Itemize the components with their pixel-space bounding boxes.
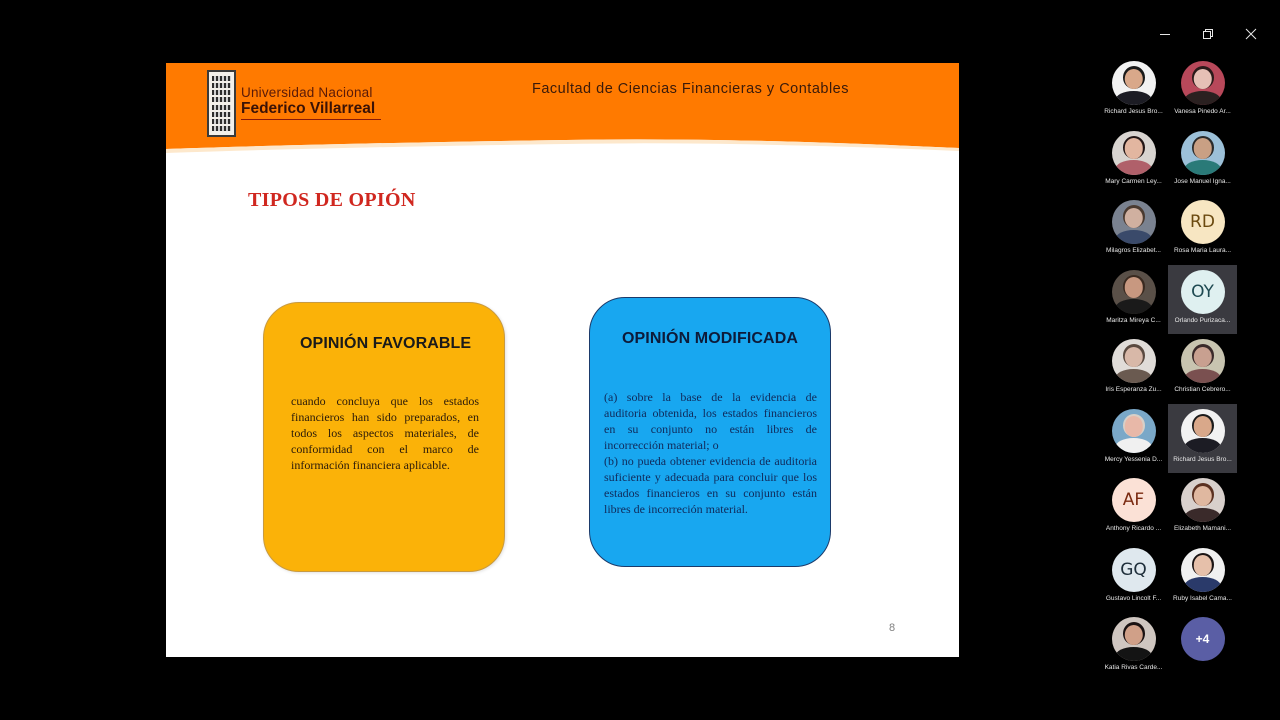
participant-tile[interactable] xyxy=(1168,265,1237,335)
participant-tile[interactable] xyxy=(1168,404,1237,474)
university-name xyxy=(241,85,383,120)
avatar-initials: RD xyxy=(1181,200,1225,244)
card-paragraph: (b) no pueda obtener evidencia de auditoria suficiente y adecuada para concluir que los estados financieros en su conjunto están libres de incorreción material. xyxy=(604,454,817,516)
avatar-photo xyxy=(1112,200,1156,244)
participant-tile[interactable] xyxy=(1099,265,1168,335)
participant-tile[interactable] xyxy=(1168,543,1237,613)
participant-name: Katia Rivas Carde... xyxy=(1104,664,1163,671)
avatar-initials: AF xyxy=(1112,478,1156,522)
card-body xyxy=(604,389,817,517)
participant-tile[interactable] xyxy=(1168,56,1237,126)
participant-tile[interactable] xyxy=(1168,473,1237,543)
participant-name: Orlando Purizaca... xyxy=(1174,316,1231,324)
avatar-photo xyxy=(1181,131,1225,175)
participant-name: Milagros Elizabet... xyxy=(1106,247,1161,254)
university-name-line1: Universidad Nacional xyxy=(241,85,373,100)
participant-name: Richard Jesus Bro... xyxy=(1173,455,1232,463)
participant-name: Iris Esperanza Zu... xyxy=(1105,386,1162,393)
university-crest-logo xyxy=(207,70,236,137)
card-opinion-modificada xyxy=(589,297,831,567)
participant-name: Elizabeth Mamani... xyxy=(1173,525,1232,532)
more-participants-count: +4 xyxy=(1181,617,1225,661)
participant-name: Jose Manuel Igna... xyxy=(1174,177,1231,185)
participant-tile[interactable] xyxy=(1168,195,1237,265)
avatar-photo xyxy=(1112,339,1156,383)
participant-tile[interactable] xyxy=(1099,126,1168,196)
card-paragraph: cuando concluya que los estados financieros han sido preparados, en todos los aspectos materiales, de conformidad con el marco de información financiera aplicable. xyxy=(291,394,479,472)
participant-name: Maritza Mireya C... xyxy=(1106,316,1161,324)
logo-underline xyxy=(241,119,381,120)
participant-tile[interactable] xyxy=(1099,334,1168,404)
more-participants-button[interactable] xyxy=(1168,612,1237,682)
avatar-photo xyxy=(1112,270,1156,314)
card-opinion-favorable xyxy=(263,302,505,572)
participant-tile[interactable] xyxy=(1168,126,1237,196)
card-heading: OPINIÓN FAVORABLE xyxy=(300,335,472,352)
avatar-initials: GQ xyxy=(1112,548,1156,592)
avatar-photo xyxy=(1181,478,1225,522)
participant-name: Anthony Ricardo ... xyxy=(1105,525,1162,532)
avatar-photo xyxy=(1112,61,1156,105)
participant-tile[interactable] xyxy=(1099,404,1168,474)
participants-grid xyxy=(1099,56,1241,682)
avatar-initials: OY xyxy=(1181,270,1225,314)
avatar-photo xyxy=(1181,409,1225,453)
avatar-photo xyxy=(1181,61,1225,105)
minimize-icon xyxy=(1159,28,1171,40)
university-name-line2: Federico Villarreal xyxy=(241,100,376,117)
faculty-name: Facultad de Ciencias Financieras y Contables xyxy=(532,81,849,97)
participant-name: Richard Jesus Bro... xyxy=(1104,108,1163,115)
avatar-photo xyxy=(1112,131,1156,175)
card-heading: OPINIÓN MODIFICADA xyxy=(621,330,799,347)
participant-name: Mercy Yessenia D... xyxy=(1104,455,1163,463)
participant-tile[interactable] xyxy=(1099,543,1168,613)
card-paragraph: (a) sobre la base de la evidencia de auditoria obtenida, los estados financieros en su conjunto no están libres de incorrección material; o xyxy=(604,390,817,452)
participant-name: Gustavo Lincolt F... xyxy=(1105,594,1162,602)
restore-button[interactable] xyxy=(1186,22,1229,46)
participant-tile[interactable] xyxy=(1168,334,1237,404)
participant-tile[interactable] xyxy=(1099,473,1168,543)
close-button[interactable] xyxy=(1229,22,1272,46)
minimize-button[interactable] xyxy=(1143,22,1186,46)
card-body xyxy=(291,393,479,473)
slide-header xyxy=(166,63,959,153)
avatar-photo xyxy=(1181,339,1225,383)
slide-title: TIPOS DE OPIÓN xyxy=(248,189,416,211)
participant-name: Vanesa Pinedo Ar... xyxy=(1174,108,1231,115)
participants-panel xyxy=(1099,56,1241,682)
shared-slide xyxy=(166,63,959,657)
participant-name: Mary Carmen Ley... xyxy=(1105,177,1162,185)
slide-page-number: 8 xyxy=(889,622,896,634)
participant-tile[interactable] xyxy=(1099,612,1168,682)
participant-name: Rosa Maria Laura... xyxy=(1173,247,1232,254)
avatar-photo xyxy=(1181,548,1225,592)
restore-icon xyxy=(1202,28,1214,40)
avatar-photo xyxy=(1112,617,1156,661)
participant-tile[interactable] xyxy=(1099,195,1168,265)
participant-tile[interactable] xyxy=(1099,56,1168,126)
window-controls xyxy=(1143,22,1272,46)
close-icon xyxy=(1245,28,1257,40)
participant-name: Christian Cebrero... xyxy=(1174,386,1231,393)
participant-name: Ruby Isabel Cama... xyxy=(1173,594,1232,602)
avatar-photo xyxy=(1112,409,1156,453)
